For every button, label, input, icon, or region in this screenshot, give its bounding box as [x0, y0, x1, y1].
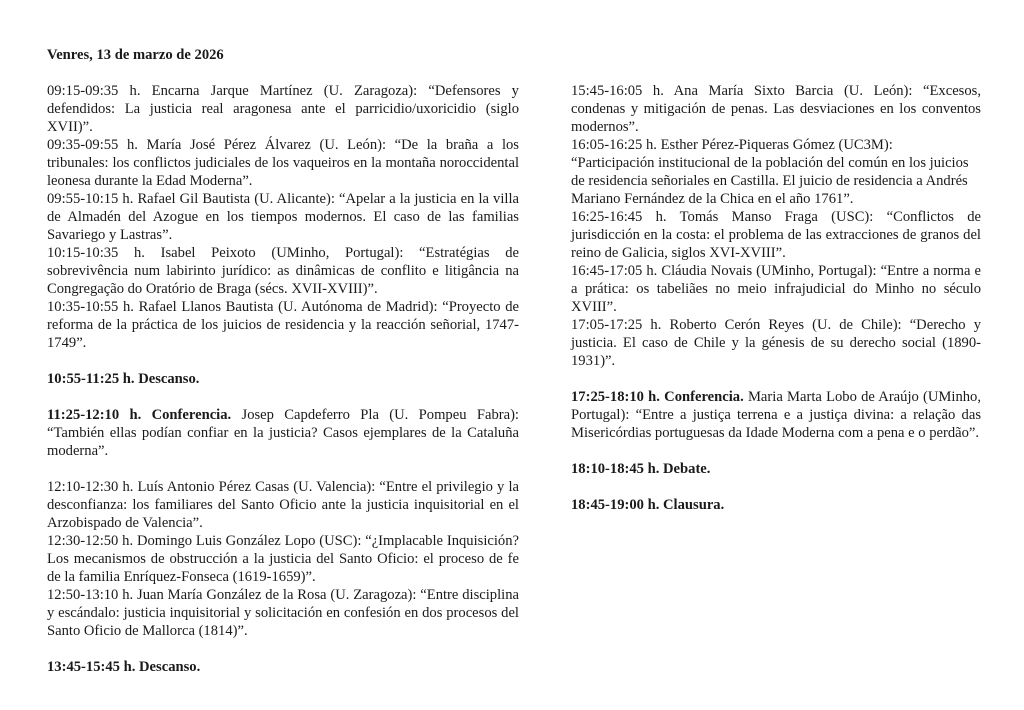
- program-item: [571, 316, 981, 370]
- item-time: 10:35-10:55 h.: [47, 299, 134, 315]
- item-text: Domingo Luis González Lopo (USC): “¿Implacable Inquisición? Los mecanismos de obstrucción a la justicia del Santo Oficio: el proceso de fe de la familia Enríquez-Fonseca (1619-1659)”.: [47, 533, 519, 585]
- program-item: [47, 478, 519, 532]
- spacer: [571, 478, 981, 496]
- conference-item: [47, 406, 519, 460]
- item-time: 12:10-12:30 h.: [47, 479, 134, 495]
- item-text: Juan María González de la Rosa (U. Zaragoza): “Entre disciplina y escándalo: justicia inquisitorial y solicitación en confesión en dos procesos del Santo Oficio de Mallorca (1814)”.: [47, 587, 519, 639]
- program-item: [47, 586, 519, 640]
- spacer: [571, 370, 981, 388]
- conference-text: Maria Marta Lobo de Araújo (UMinho, Portugal): “Entre a justiça terrena e a justiça divina: a relação das Misericórdias portuguesas da Idade Moderna com a pena e o perdão”.: [571, 389, 981, 441]
- left-column: [47, 0, 519, 676]
- day-heading: Venres, 13 de marzo de 2026: [47, 47, 224, 63]
- closing-item: 18:45-19:00 h. Clausura.: [571, 497, 725, 513]
- break-item: 10:55-11:25 h. Descanso.: [47, 371, 200, 387]
- program-item: [47, 244, 519, 298]
- program-item: [47, 298, 519, 352]
- item-text: Tomás Manso Fraga (USC): “Conflictos de jurisdicción en la costa: el problema de las extracciones de granos del reino de Galicia, siglos XVI-XVIII”.: [571, 209, 981, 261]
- item-text: Ana María Sixto Barcia (U. León): “Excesos, condenas y mitigación de penas. Las desviaciones en los conventos modernos”.: [571, 83, 981, 135]
- spacer: [47, 352, 519, 370]
- item-text: Roberto Cerón Reyes (U. de Chile): “Derecho y justicia. El caso de Chile y la génesis de su derecho social (1890-1931)”.: [571, 317, 981, 369]
- program-item: [47, 190, 519, 244]
- program-item: [571, 208, 981, 262]
- item-time: 15:45-16:05 h.: [571, 83, 664, 99]
- item-time: 16:05-16:25 h.: [571, 137, 657, 153]
- break-item: 13:45-15:45 h. Descanso.: [47, 659, 201, 675]
- item-time: 17:05-17:25 h.: [571, 317, 662, 333]
- spacer: [47, 388, 519, 406]
- right-column: [571, 0, 981, 514]
- spacer: [47, 460, 519, 478]
- program-item: [47, 136, 519, 190]
- item-time: 09:55-10:15 h.: [47, 191, 134, 207]
- item-text: Isabel Peixoto (UMinho, Portugal): “Estratégias de sobrevivência num labirinto jurídico: as dinâmicas de conflito e litigância na Congregação do Oratório de Braga (sécs. XVII-XVIII)”.: [47, 245, 519, 297]
- debate-item: 18:10-18:45 h. Debate.: [571, 461, 711, 477]
- program-item: [47, 532, 519, 586]
- program-item: [47, 82, 519, 136]
- program-item: [571, 82, 981, 136]
- item-time: 09:35-09:55 h.: [47, 137, 138, 153]
- item-time: 16:45-17:05 h.: [571, 263, 658, 279]
- program-item: [571, 262, 981, 316]
- spacer: [571, 442, 981, 460]
- conference-text: Josep Capdeferro Pla (U. Pompeu Fabra): “También ellas podían confiar en la justicia? Casos ejemplares de la Cataluña moderna”.: [47, 407, 519, 459]
- conference-time: 17:25-18:10 h. Conferencia.: [571, 389, 744, 405]
- item-text: Esther Pérez-Piqueras Gómez (UC3M):: [660, 137, 893, 153]
- item-text: Rafael Gil Bautista (U. Alicante): “Apelar a la justicia en la villa de Almadén del Azogue en los tiempos modernos. El caso de las familias Savariego y Lastras”.: [47, 191, 519, 243]
- program-item: [571, 136, 981, 208]
- item-time: 10:15-10:35 h.: [47, 245, 145, 261]
- item-text: María José Pérez Álvarez (U. León): “De la braña a los tribunales: los conflictos judiciales de los vaqueiros en la montaña noroccidental leonesa durante la Edad Moderna”.: [47, 137, 519, 189]
- item-text: Cláudia Novais (UMinho, Portugal): “Entre a norma e a prática: os tabeliães no meio infrajudicial do Minho no século XVIII”.: [571, 263, 981, 315]
- conference-time: 11:25-12:10 h. Conferencia.: [47, 407, 232, 423]
- item-text-continued: “Participación institucional de la población del común en los juicios de residencia señoriales en Castilla. El juicio de residencia a Andrés Mariano Fernández de la Chica en el año 1761”.: [571, 155, 969, 207]
- conference-item: [571, 388, 981, 442]
- item-time: 09:15-09:35 h.: [47, 83, 141, 99]
- item-text: Luís Antonio Pérez Casas (U. Valencia): “Entre el privilegio y la desconfianza: los familiares del Santo Oficio ante la justicia inquisitorial en el Arzobispado de Valencia”.: [47, 479, 519, 531]
- item-time: 12:30-12:50 h.: [47, 533, 134, 549]
- item-time: 16:25-16:45 h.: [571, 209, 667, 225]
- item-text: Encarna Jarque Martínez (U. Zaragoza): “Defensores y defendidos: La justicia real aragonesa ante el parricidio/uxoricidio (siglo XVII)”.: [47, 83, 519, 135]
- item-text: Rafael Llanos Bautista (U. Autónoma de Madrid): “Proyecto de reforma de la práctica de los juicios de residencia y la reacción señorial, 1747-1749”.: [47, 299, 519, 351]
- spacer: [47, 640, 519, 658]
- item-time: 12:50-13:10 h.: [47, 587, 134, 603]
